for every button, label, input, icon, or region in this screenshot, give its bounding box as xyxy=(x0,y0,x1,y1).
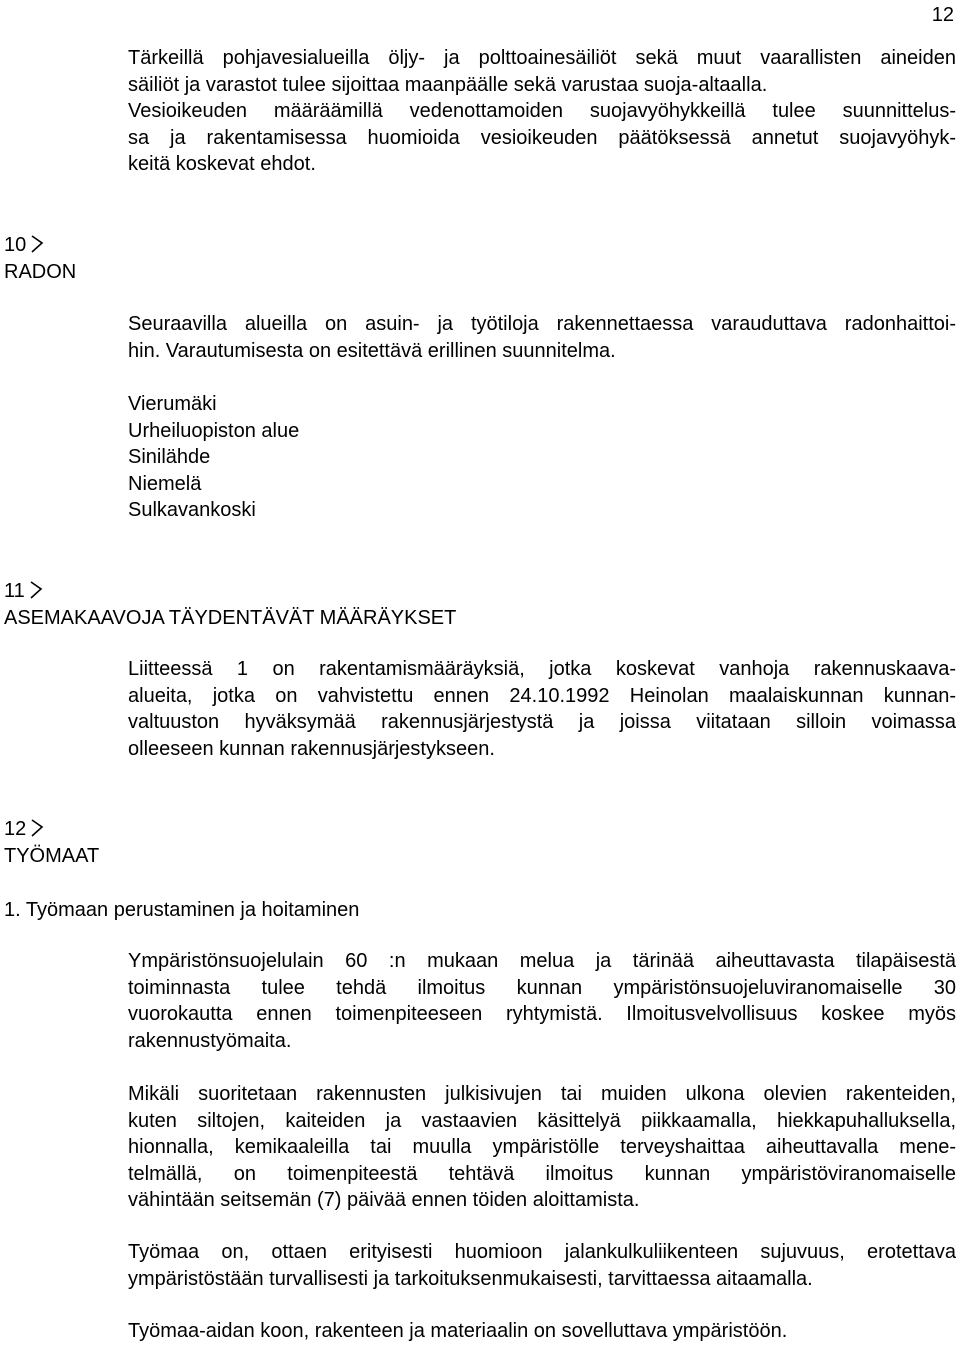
text-line: toiminnasta tulee tehdä ilmoitus kunnan ympäristönsuojeluviranomaiselle 30 xyxy=(128,976,956,999)
section-11-paragraph xyxy=(128,656,956,762)
subsection-heading: 1. Työmaan perustaminen ja hoitaminen xyxy=(4,899,360,921)
list-item: Urheiluopiston alue xyxy=(128,419,300,442)
text-line: vuorokautta ennen toimenpiteeseen ryhtymistä. Ilmoitusvelvollisuus koskee myös xyxy=(128,1003,956,1026)
text-line: Tärkeillä pohjavesialueilla öljy- ja polttoainesäiliöt sekä muut vaarallisten aineiden xyxy=(128,47,956,69)
section-10-heading xyxy=(4,232,76,285)
text-line: olleeseen kunnan rakennusjärjestykseen. xyxy=(128,737,495,760)
section-12-paragraph-3 xyxy=(128,1239,956,1292)
text-line: keitä koskevat ehdot. xyxy=(128,153,316,176)
list-item: Niemelä xyxy=(128,472,202,495)
section-number: 12 xyxy=(4,818,27,840)
section-12-heading xyxy=(4,816,99,869)
section-12-paragraph-1 xyxy=(128,948,956,1054)
text-line: rakennustyömaita. xyxy=(128,1029,292,1052)
text-line: Työmaa-aidan koon, rakenteen ja materiaalin on sovelluttava ympäristöön. xyxy=(128,1320,788,1342)
section-title: RADON xyxy=(4,260,77,283)
text-line: hin. Varautumisesta on esitettävä erillinen suunnitelma. xyxy=(128,339,616,362)
text-line: Ympäristönsuojelulain 60 :n mukaan melua ja tärinää aiheuttavasta tilapäisestä xyxy=(128,950,956,972)
section-sign-icon xyxy=(29,580,43,600)
list-item: Sinilähde xyxy=(128,446,211,469)
section-number: 10 xyxy=(4,234,27,256)
list-item: Sulkavankoski xyxy=(128,499,256,522)
text-line: Seuraavilla alueilla on asuin- ja työtiloja rakennettaessa varauduttava radonhaittoi- xyxy=(128,313,956,335)
text-line: Liitteessä 1 on rakentamismääräyksiä, jotka koskevat vanhoja rakennuskaava- xyxy=(128,658,956,680)
section-11-number-row xyxy=(4,578,456,605)
section-sign-icon xyxy=(30,818,44,838)
section-title: TYÖMAAT xyxy=(4,844,100,867)
text-line: hionnalla, kemikaaleilla tai muulla ympäristölle terveyshaittaa aiheuttavalla mene- xyxy=(128,1136,956,1159)
text-line: ympäristöstään turvallisesti ja tarkoituksenmukaisesti, tarvittaessa aitaamalla. xyxy=(128,1267,813,1290)
text-line: säiliöt ja varastot tulee sijoittaa maanpäälle sekä varustaa suoja-altaalla. xyxy=(128,73,768,96)
text-line: Mikäli suoritetaan rakennusten julkisivujen tai muiden ulkona olevien rakenteiden, xyxy=(128,1083,956,1105)
radon-area-list xyxy=(128,391,299,524)
text-line: sa ja rakentamisessa huomioida vesioikeuden päätöksessä annetut suojavyöhyk- xyxy=(128,126,956,149)
section-11-heading xyxy=(4,578,456,631)
section-12-paragraph-2 xyxy=(128,1081,956,1214)
section-10-paragraph xyxy=(128,311,956,364)
text-line: Vesioikeuden määräämillä vedenottamoiden suojavyöhykkeillä tulee suunnittelus- xyxy=(128,100,956,123)
page-number: 12 xyxy=(931,4,954,26)
section-12-paragraph-4 xyxy=(128,1318,956,1345)
text-line: valtuuston hyväksymää rakennusjärjestystä ja joissa viitataan silloin voimassa xyxy=(128,711,956,734)
section-title: ASEMAKAAVOJA TÄYDENTÄVÄT MÄÄRÄYKSET xyxy=(4,606,457,629)
list-item: Vierumäki xyxy=(128,393,217,415)
text-line: Työmaa on, ottaen erityisesti huomioon jalankulkuliikenteen sujuvuus, erotettava xyxy=(128,1241,956,1263)
section-sign-icon xyxy=(30,234,44,254)
text-line: vähintään seitsemän (7) päivää ennen töiden aloittamista. xyxy=(128,1189,640,1212)
text-line: kuten siltojen, kaiteiden ja vastaavien käsittelyä piikkaamalla, hiekkapuhalluksella, xyxy=(128,1109,956,1132)
section-12-number-row xyxy=(4,816,99,843)
text-line: telmällä, on toimenpiteestä tehtävä ilmoitus kunnan ympäristöviranomaiselle xyxy=(128,1162,956,1185)
intro-paragraph xyxy=(128,45,956,178)
section-10-number-row xyxy=(4,232,76,259)
text-line: alueita, jotka on vahvistettu ennen 24.10.1992 Heinolan maalaiskunnan kunnan- xyxy=(128,684,956,707)
section-number: 11 xyxy=(4,580,25,602)
